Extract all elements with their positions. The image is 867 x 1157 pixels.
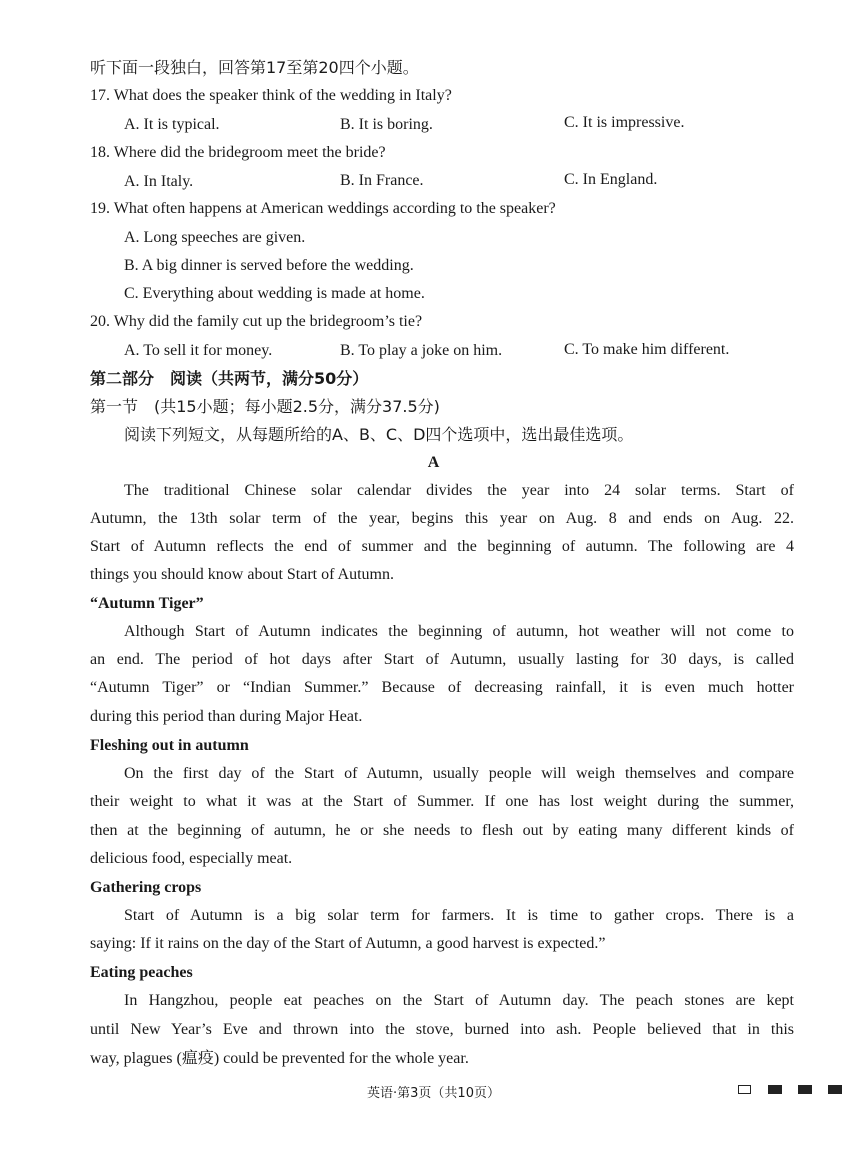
- section-line: an end. The period of hot days after Start of Autumn, usually lasting for 30 days, is called: [90, 651, 794, 668]
- solid-mark-icon: [828, 1085, 842, 1094]
- section-line: On the first day of the Start of Autumn, usually people will weigh themselves and compare: [124, 765, 794, 782]
- question-19-stem: 19. What often happens at American weddings according to the speaker?: [90, 200, 556, 217]
- section-line: Start of Autumn is a big solar term for farmers. It is time to gather crops. There is a: [124, 907, 794, 924]
- question-18-option-a: A. In Italy.: [124, 173, 194, 190]
- question-18-option-b: B. In France.: [340, 172, 424, 189]
- question-17-stem: 17. What does the speaker think of the wedding in Italy?: [90, 87, 452, 104]
- passage-label: A: [427, 454, 440, 471]
- section1-heading: 第一节 (共15小题；每小题2.5分，满分37.5分): [90, 397, 440, 416]
- section-title-autumn-tiger: “Autumn Tiger”: [90, 595, 204, 612]
- passage-intro-line: The traditional Chinese solar calendar divides the year into 24 solar terms. Start of: [124, 482, 794, 499]
- page-footer: 英语·第3页（共10页）: [367, 1086, 500, 1101]
- question-19-option-b: B. A big dinner is served before the wedding.: [124, 257, 414, 274]
- solid-mark-icon: [798, 1085, 812, 1094]
- section-line: until New Year’s Eve and thrown into the stove, burned into ash. People believed that in this: [90, 1021, 794, 1038]
- part2-heading: 第二部分 阅读（共两节，满分50分）: [90, 369, 369, 388]
- section-line: during this period than during Major Heat.: [90, 708, 363, 725]
- question-20-option-c: C. To make him different.: [564, 341, 730, 358]
- question-17-option-b: B. It is boring.: [340, 116, 433, 133]
- question-19-option-a: A. Long speeches are given.: [124, 229, 306, 246]
- passage-intro-line: things you should know about Start of Autumn.: [90, 566, 394, 583]
- question-19-option-c: C. Everything about wedding is made at home.: [124, 285, 425, 302]
- passage-intro-line: Start of Autumn reflects the end of summer and the beginning of autumn. The following are 4: [90, 538, 794, 555]
- listening-instruction: 听下面一段独白，回答第17至第20四个小题。: [90, 58, 419, 77]
- question-17-option-c: C. It is impressive.: [564, 114, 685, 131]
- section-line: saying: If it rains on the day of the Start of Autumn, a good harvest is expected.”: [90, 935, 606, 952]
- section-line: Although Start of Autumn indicates the beginning of autumn, hot weather will not come to: [124, 623, 794, 640]
- section-title-gathering-crops: Gathering crops: [90, 879, 202, 896]
- hollow-mark-icon: [738, 1085, 751, 1094]
- question-18-stem: 18. Where did the bridegroom meet the bride?: [90, 144, 386, 161]
- question-18-option-c: C. In England.: [564, 171, 658, 188]
- section-title-fleshing-out: Fleshing out in autumn: [90, 737, 249, 754]
- reading-instruction: 阅读下列短文，从每题所给的A、B、C、D四个选项中，选出最佳选项。: [124, 425, 634, 444]
- section-line: In Hangzhou, people eat peaches on the Start of Autumn day. The peach stones are kept: [124, 992, 794, 1009]
- section-title-eating-peaches: Eating peaches: [90, 964, 193, 981]
- section-line: “Autumn Tiger” or “Indian Summer.” Because of decreasing rainfall, it is even much hotter: [90, 679, 794, 696]
- question-20-option-a: A. To sell it for money.: [124, 342, 273, 359]
- section-line: delicious food, especially meat.: [90, 850, 293, 867]
- section-line: then at the beginning of autumn, he or she needs to flesh out by eating many different kinds of: [90, 822, 794, 839]
- question-20-option-b: B. To play a joke on him.: [340, 342, 503, 359]
- section-line: way, plagues (瘟疫) could be prevented for the whole year.: [90, 1050, 469, 1067]
- passage-intro-line: Autumn, the 13th solar term of the year, begins this year on Aug. 8 and ends on Aug. 22.: [90, 510, 794, 527]
- solid-mark-icon: [768, 1085, 782, 1094]
- section-line: their weight to what it was at the Start of Summer. If one has lost weight during the summer,: [90, 793, 794, 810]
- question-17-option-a: A. It is typical.: [124, 116, 220, 133]
- question-20-stem: 20. Why did the family cut up the bridegroom’s tie?: [90, 313, 423, 330]
